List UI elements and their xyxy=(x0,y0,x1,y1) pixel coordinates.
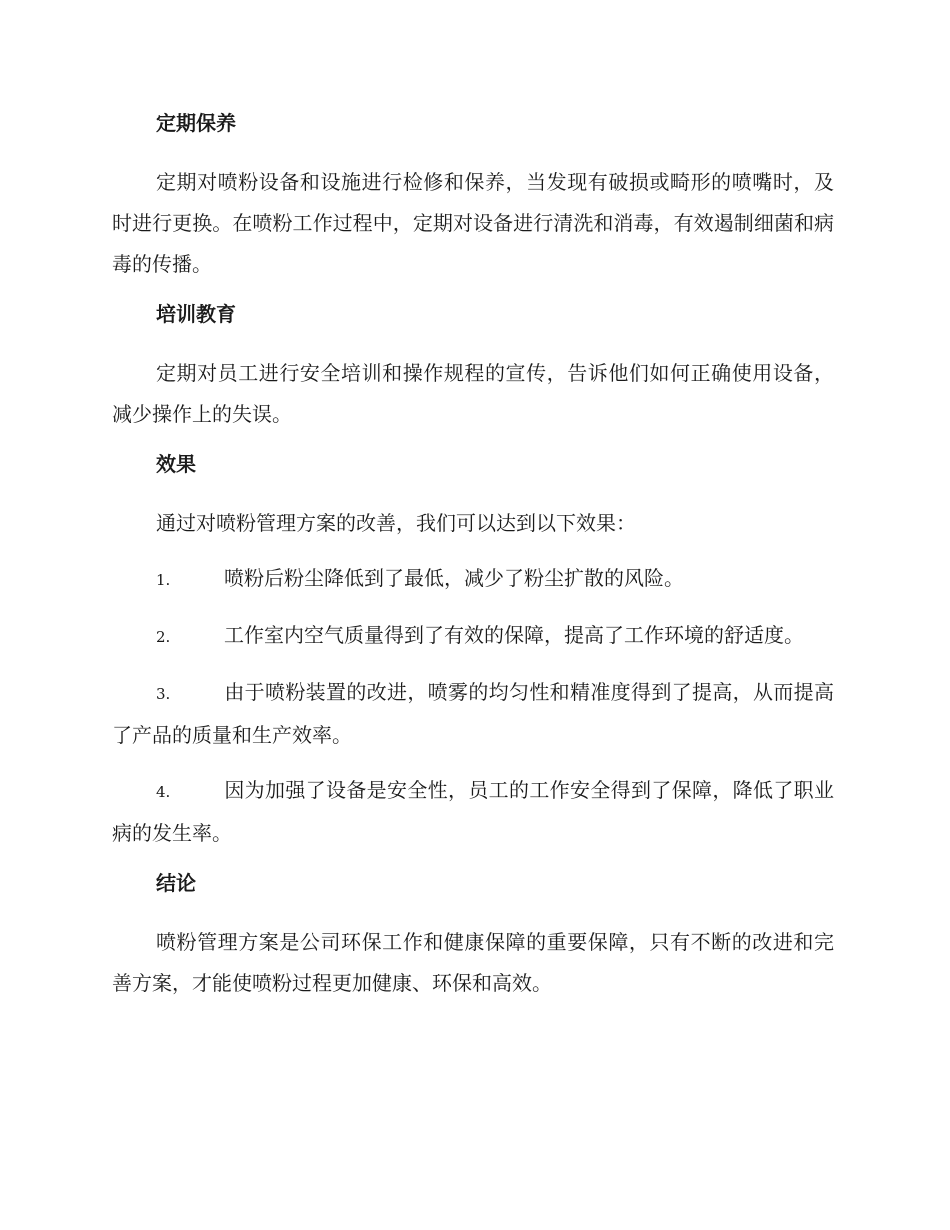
paragraph-training: 定期对员工进行安全培训和操作规程的宣传，告诉他们如何正确使用设备，减少操作上的失误。 xyxy=(112,361,834,426)
list-number: 2. xyxy=(156,628,171,646)
paragraph-maintenance: 定期对喷粉设备和设施进行检修和保养，当发现有破损或畸形的喷嘴时，及时进行更换。在喷粉工作过程中，定期对设备进行清洗和消毒，有效遏制细菌和病毒的传播。 xyxy=(112,170,834,276)
list-number: 4. xyxy=(156,783,171,801)
heading-maintenance: 定期保养 xyxy=(156,111,236,135)
list-item-text: 喷粉后粉尘降低到了最低，减少了粉尘扩散的风险。 xyxy=(224,566,684,590)
paragraph-conclusion: 喷粉管理方案是公司环保工作和健康保障的重要保障，只有不断的改进和完善方案，才能使喷粉过程更加健康、环保和高效。 xyxy=(112,930,834,995)
list-item-4 xyxy=(112,770,834,854)
list-item-text: 由于喷粉装置的改进，喷雾的均匀性和精准度得到了提高，从而提高了产品的质量和生产效率。 xyxy=(112,680,834,747)
heading-effects: 效果 xyxy=(156,452,196,476)
list-item-3 xyxy=(112,672,834,756)
list-number: 1. xyxy=(156,571,171,589)
list-item-text: 工作室内空气质量得到了有效的保障，提高了工作环境的舒适度。 xyxy=(224,623,804,647)
heading-conclusion: 结论 xyxy=(156,871,196,895)
heading-training: 培训教育 xyxy=(156,302,236,326)
list-item-2 xyxy=(112,615,834,658)
document-page xyxy=(112,108,834,1018)
paragraph-effects-intro: 通过对喷粉管理方案的改善，我们可以达到以下效果： xyxy=(156,511,636,535)
list-number: 3. xyxy=(156,685,171,703)
list-item-1 xyxy=(112,558,834,601)
list-item-text: 因为加强了设备是安全性，员工的工作安全得到了保障，降低了职业病的发生率。 xyxy=(112,778,834,845)
